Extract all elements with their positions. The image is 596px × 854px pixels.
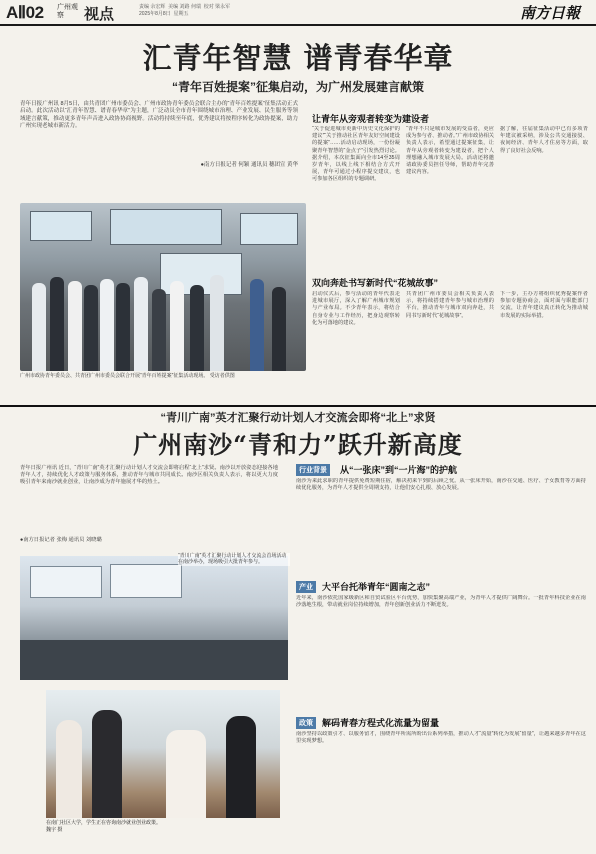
story1-headline: 汇青年智慧 谱青春华章 <box>142 41 454 75</box>
section-name: 视点 <box>84 6 115 23</box>
story2-photo-caption: “青川广南”英才汇聚行动计划人才交流会首场活动在南沙举办，现场吸引大批青年参与。 <box>178 553 290 566</box>
story1-col-a2: “青年不只是城市发展的受益者，更应成为参与者、推动者。”广州市政协相关负责人表示，希望通过提案征集，让青年从旁观者转变为建设者，把个人理想融入城市发展大局。活动还将邀请政协委员担任导师，帮助青年完善建议内容。 <box>406 126 494 176</box>
story2-text-2: 近年来，南沙依托国家级新区和自贸试验区平台优势，加快集聚高端产业，为青年人才提供广阔舞台。一批青年科技企业在南沙落地生根，带动就业岗位持续增加，青年创新创业活力不断迸发。 <box>296 595 586 609</box>
editors-line: 责编 余宏辉 美编 刘路 何瑞 校对 梁永军 2025年8月8日 星期五 <box>139 4 231 17</box>
story2-byline: ●南方日报记者 张梅 通讯员 刘晓璐 <box>20 537 102 543</box>
story1-col-a1: “关于促进城市更新中历史文化保护的建议”“关于推动社区青年友好空间建设的提案”……活动启动现场，一份份凝聚青年智慧的“金点子”引发热烈讨论。据介绍，本次征集面向全市14至35周岁青年，以线上线下相结合方式开展，青年可通过小程序提交建议，也可参加各区组织的专题调研。 <box>312 126 400 183</box>
story1-subheadline: “青年百姓提案”征集启动，为广州发展建言献策 <box>171 80 424 94</box>
story2-photo3-caption: 在南门社区大学，学生正在咨询南沙就业创业政策。 魏宇 摄 <box>46 820 162 833</box>
story1-subhead-a: 让青年从旁观者转变为建设者 <box>312 114 430 124</box>
story2-headline: 广州南沙“青和力”跃升新高度 <box>133 430 463 459</box>
story1-byline: ●南方日报记者 何颖 通讯员 穗团宣 黄华 <box>200 162 298 168</box>
story2-subhead-2: 大平台托举青年“圆南之志” <box>322 582 431 592</box>
story2-text-3: 南沙坚持以政策引才、以服务留才，围绕青年所需所盼出台系列举措，推动人才“流量”转化为发展“留量”，让越来越多青年在这里实现梦想。 <box>296 731 586 745</box>
story2-subhead-3: 解码青春方程式化流量为留量 <box>322 718 440 728</box>
newspaper-brand: 南方日報 <box>520 4 581 22</box>
story1-col-b2: 共青团广州市委员会相关负责人表示，将持续搭建青年参与城市治理的平台，推动青年与城市双向奔赴，共同书写新时代“花城故事”。 <box>406 291 494 319</box>
story1-photo <box>20 203 306 371</box>
story2-subhead-1: 从“一张床”到“一片海”的护航 <box>340 465 458 475</box>
story2-text-1: 南沙为来此求职的青年提供免费短期住宿，解决初来乍到的后顾之忧。从一张床开始，南沙在交通、医疗、子女教育等方面持续优化服务，为青年人才提供全周期支持，让他们安心扎根、放心发展。 <box>296 478 586 492</box>
section-divider <box>0 405 596 407</box>
story2-tag-1: 行业背景 <box>296 464 330 476</box>
story2-lead: 青年日报广州讯 近日，“青川广南”英才汇聚行动计划人才交流会即将启程“北上”求贤。南沙以开放姿态迎接各地青年人才，持续优化人才政策与服务体系，推动青年与城市共同成长。南沙区相关负责人表示，将以更大力度吸引青年来南沙就业创业，让南沙成为青年施展才华的热土。 <box>20 465 278 486</box>
story2-tag-2: 产业 <box>296 581 316 593</box>
section-small: 广州观察 <box>57 4 78 19</box>
story2-kicker: “青川广南”英才汇聚行动计划人才交流会即将“北上”求贤 <box>160 412 436 424</box>
story1-photo-caption: 广州市政协青年委员会、共青团广州市委员会联合开展“青年百姓提案”征集活动现场。 受访者供图 <box>20 373 235 379</box>
story1-subhead-b: 双向奔赴书写新时代“花城故事” <box>312 278 439 288</box>
story1-col-b3: 下一步，主办方将组织优秀提案作者参加专题协商会，面对面与职能部门交流，让青年建议真正转化为推动城市发展的实际举措。 <box>500 291 588 319</box>
page-number: AⅡ02 <box>6 3 44 22</box>
story2-photo-event <box>20 556 288 680</box>
story1-col-a3: 据了解，往届征集活动中已有多项青年建议被采纳，涉及公共交通接驳、夜间经济、青年人才住房等方面，取得了良好社会反响。 <box>500 126 588 154</box>
story1-lead: 青年日报广州讯 8月5日，由共青团广州市委员会、广州市政协青年委员会联合主办的“青年百姓提案”征集活动正式启动。此次活动以“汇青年智慧、谱青春华章”为主题，广泛动员全市青年围绕城市治理、产业发展、民生服务等领域建言献策，推动更多青年声音进入政协协商视野。活动将持续至年底，优秀建议将按程序转化为政协提案，助力广州实现老城市新活力。 <box>20 101 298 130</box>
story2-photo-consult <box>46 690 280 818</box>
story1-col-b1: 启动仪式后，参与活动的青年代表走进城市展厅，深入了解广州城市规划与产业布局。不少青年表示，将结合自身专业与工作经历，把身边观察转化为可落地的建议。 <box>312 291 400 326</box>
story2-tag-3: 政策 <box>296 717 316 729</box>
